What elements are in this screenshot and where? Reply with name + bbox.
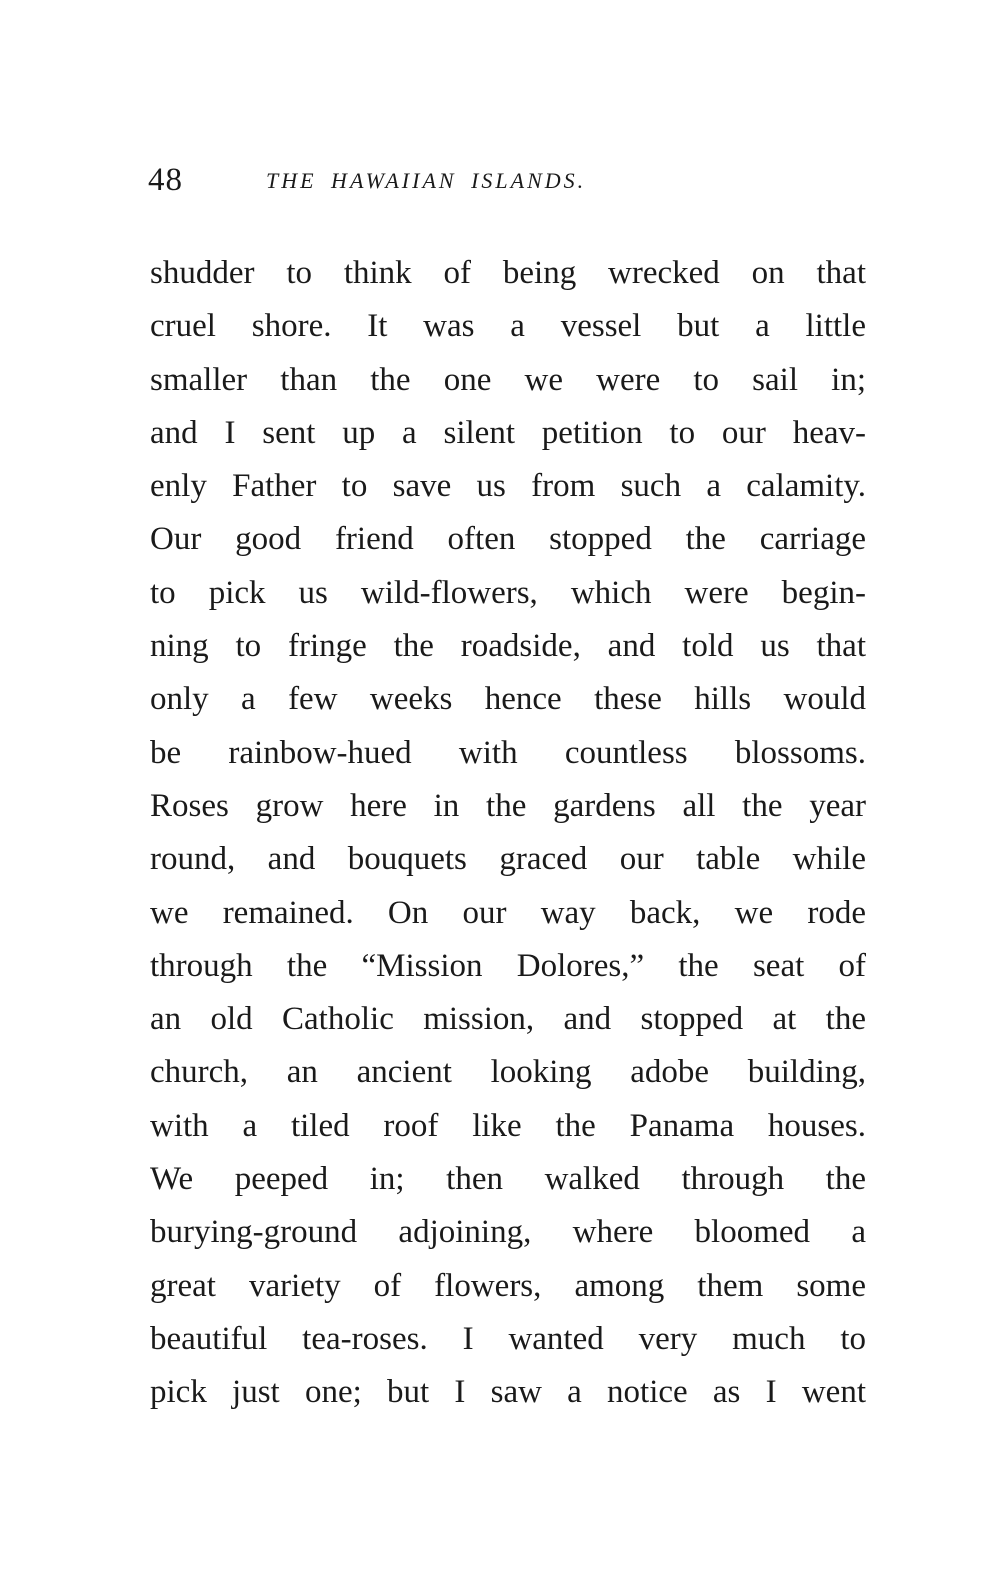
text-line: beautiful tea-roses. I wanted very much to (150, 1320, 866, 1357)
text-line: we remained. On our way back, we rode (150, 894, 866, 931)
text-line: round, and bouquets graced our table while (150, 841, 866, 878)
text-line: and I sent up a silent petition to our heav- (150, 414, 866, 451)
text-line: shudder to think of being wrecked on that (150, 255, 866, 291)
text-line: church, an ancient looking adobe building, (150, 1054, 866, 1091)
text-line: ning to fringe the roadside, and told us that (150, 628, 866, 665)
text-line: be rainbow-hued with countless blossoms. (150, 734, 866, 771)
text-line: great variety of flowers, among them some (150, 1267, 866, 1304)
text-line: cruel shore. It was a vessel but a little (150, 308, 866, 345)
text-line: We peeped in; then walked through the (150, 1161, 866, 1198)
text-line: to pick us wild-flowers, which were begin- (150, 574, 866, 611)
text-line: Our good friend often stopped the carriage (150, 521, 866, 558)
text-line: only a few weeks hence these hills would (150, 681, 866, 718)
text-line: smaller than the one we were to sail in; (150, 361, 866, 398)
running-head (148, 160, 868, 200)
text-line: with a tiled roof like the Panama houses. (150, 1107, 866, 1144)
text-line: through the “Mission Dolores,” the seat of (150, 947, 866, 984)
running-title: THE HAWAIIAN ISLANDS. (266, 168, 587, 193)
page-number: 48 (148, 162, 183, 198)
text-line: enly Father to save us from such a calamity. (150, 468, 866, 505)
text-line: an old Catholic mission, and stopped at the (150, 1001, 866, 1038)
text-line: burying-ground adjoining, where bloomed a (150, 1214, 866, 1251)
text-line: pick just one; but I saw a notice as I went (150, 1374, 866, 1411)
text-line: Roses grow here in the gardens all the year (150, 787, 866, 824)
body-text (150, 247, 866, 1420)
